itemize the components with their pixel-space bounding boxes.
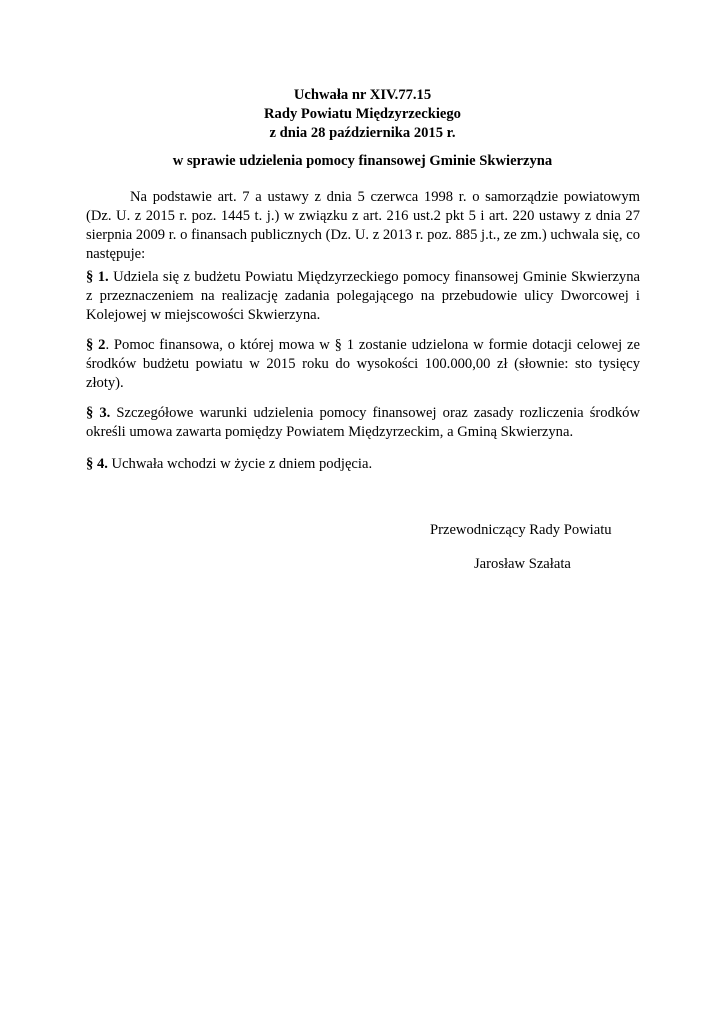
legal-basis-paragraph: Na podstawie art. 7 a ustawy z dnia 5 czerwca 1998 r. o samorządzie powiatowym (Dz. U. z 2015 r. poz. 1445 t. j.) w związku z art. 216 ust.2 pkt 5 i art. 220 ustawy z dnia 27 sierpnia 2009 r. o finansach publicznych (Dz. U. z 2013 r. poz. 885 j.t., ze zm.) uchwala się, co następuje: xyxy=(86,189,640,262)
section-1-text: Udziela się z budżetu Powiatu Międzyrzeckiego pomocy finansowej Gminie Skwierzyna z przeznaczeniem na realizację zadania polegającego na przebudowie ulicy Dworcowej i Kolejowej w miejscowości Skwierzyna. xyxy=(86,269,641,323)
resolution-number: Uchwała nr XIV.77.15 xyxy=(293,87,432,103)
signature-role: Przewodniczący Rady Powiatu xyxy=(430,522,612,538)
section-4 xyxy=(86,455,640,474)
section-1-mark: § 1. xyxy=(86,269,109,285)
section-2 xyxy=(86,336,640,393)
section-3-mark: § 3. xyxy=(86,405,111,421)
council-name: Rady Powiatu Międzyrzeckiego xyxy=(264,106,461,122)
resolution-date: z dnia 28 października 2015 r. xyxy=(269,125,456,141)
section-2-mark: § 2 xyxy=(86,337,106,353)
resolution-subject: w sprawie udzielenia pomocy finansowej Gminie Skwierzyna xyxy=(172,153,553,169)
section-4-text: Uchwała wchodzi w życie z dniem podjęcia. xyxy=(107,456,373,472)
signature-name: Jarosław Szałata xyxy=(474,556,571,572)
section-2-text: . Pomoc finansowa, o której mowa w § 1 zostanie udzielona w formie dotacji celowej ze środków budżetu powiatu w 2015 roku do wysokości 100.000,00 zł (słownie: sto tysięcy złoty). xyxy=(86,337,640,391)
resolution-header xyxy=(0,86,725,143)
section-1 xyxy=(86,268,640,325)
section-4-mark: § 4. xyxy=(86,456,108,472)
section-3 xyxy=(86,404,640,442)
section-3-text: Szczegółowe warunki udzielenia pomocy finansowej oraz zasady rozliczenia środków określi umowa zawarta pomiędzy Powiatem Międzyrzeckim, a Gminą Skwierzyna. xyxy=(86,405,640,440)
